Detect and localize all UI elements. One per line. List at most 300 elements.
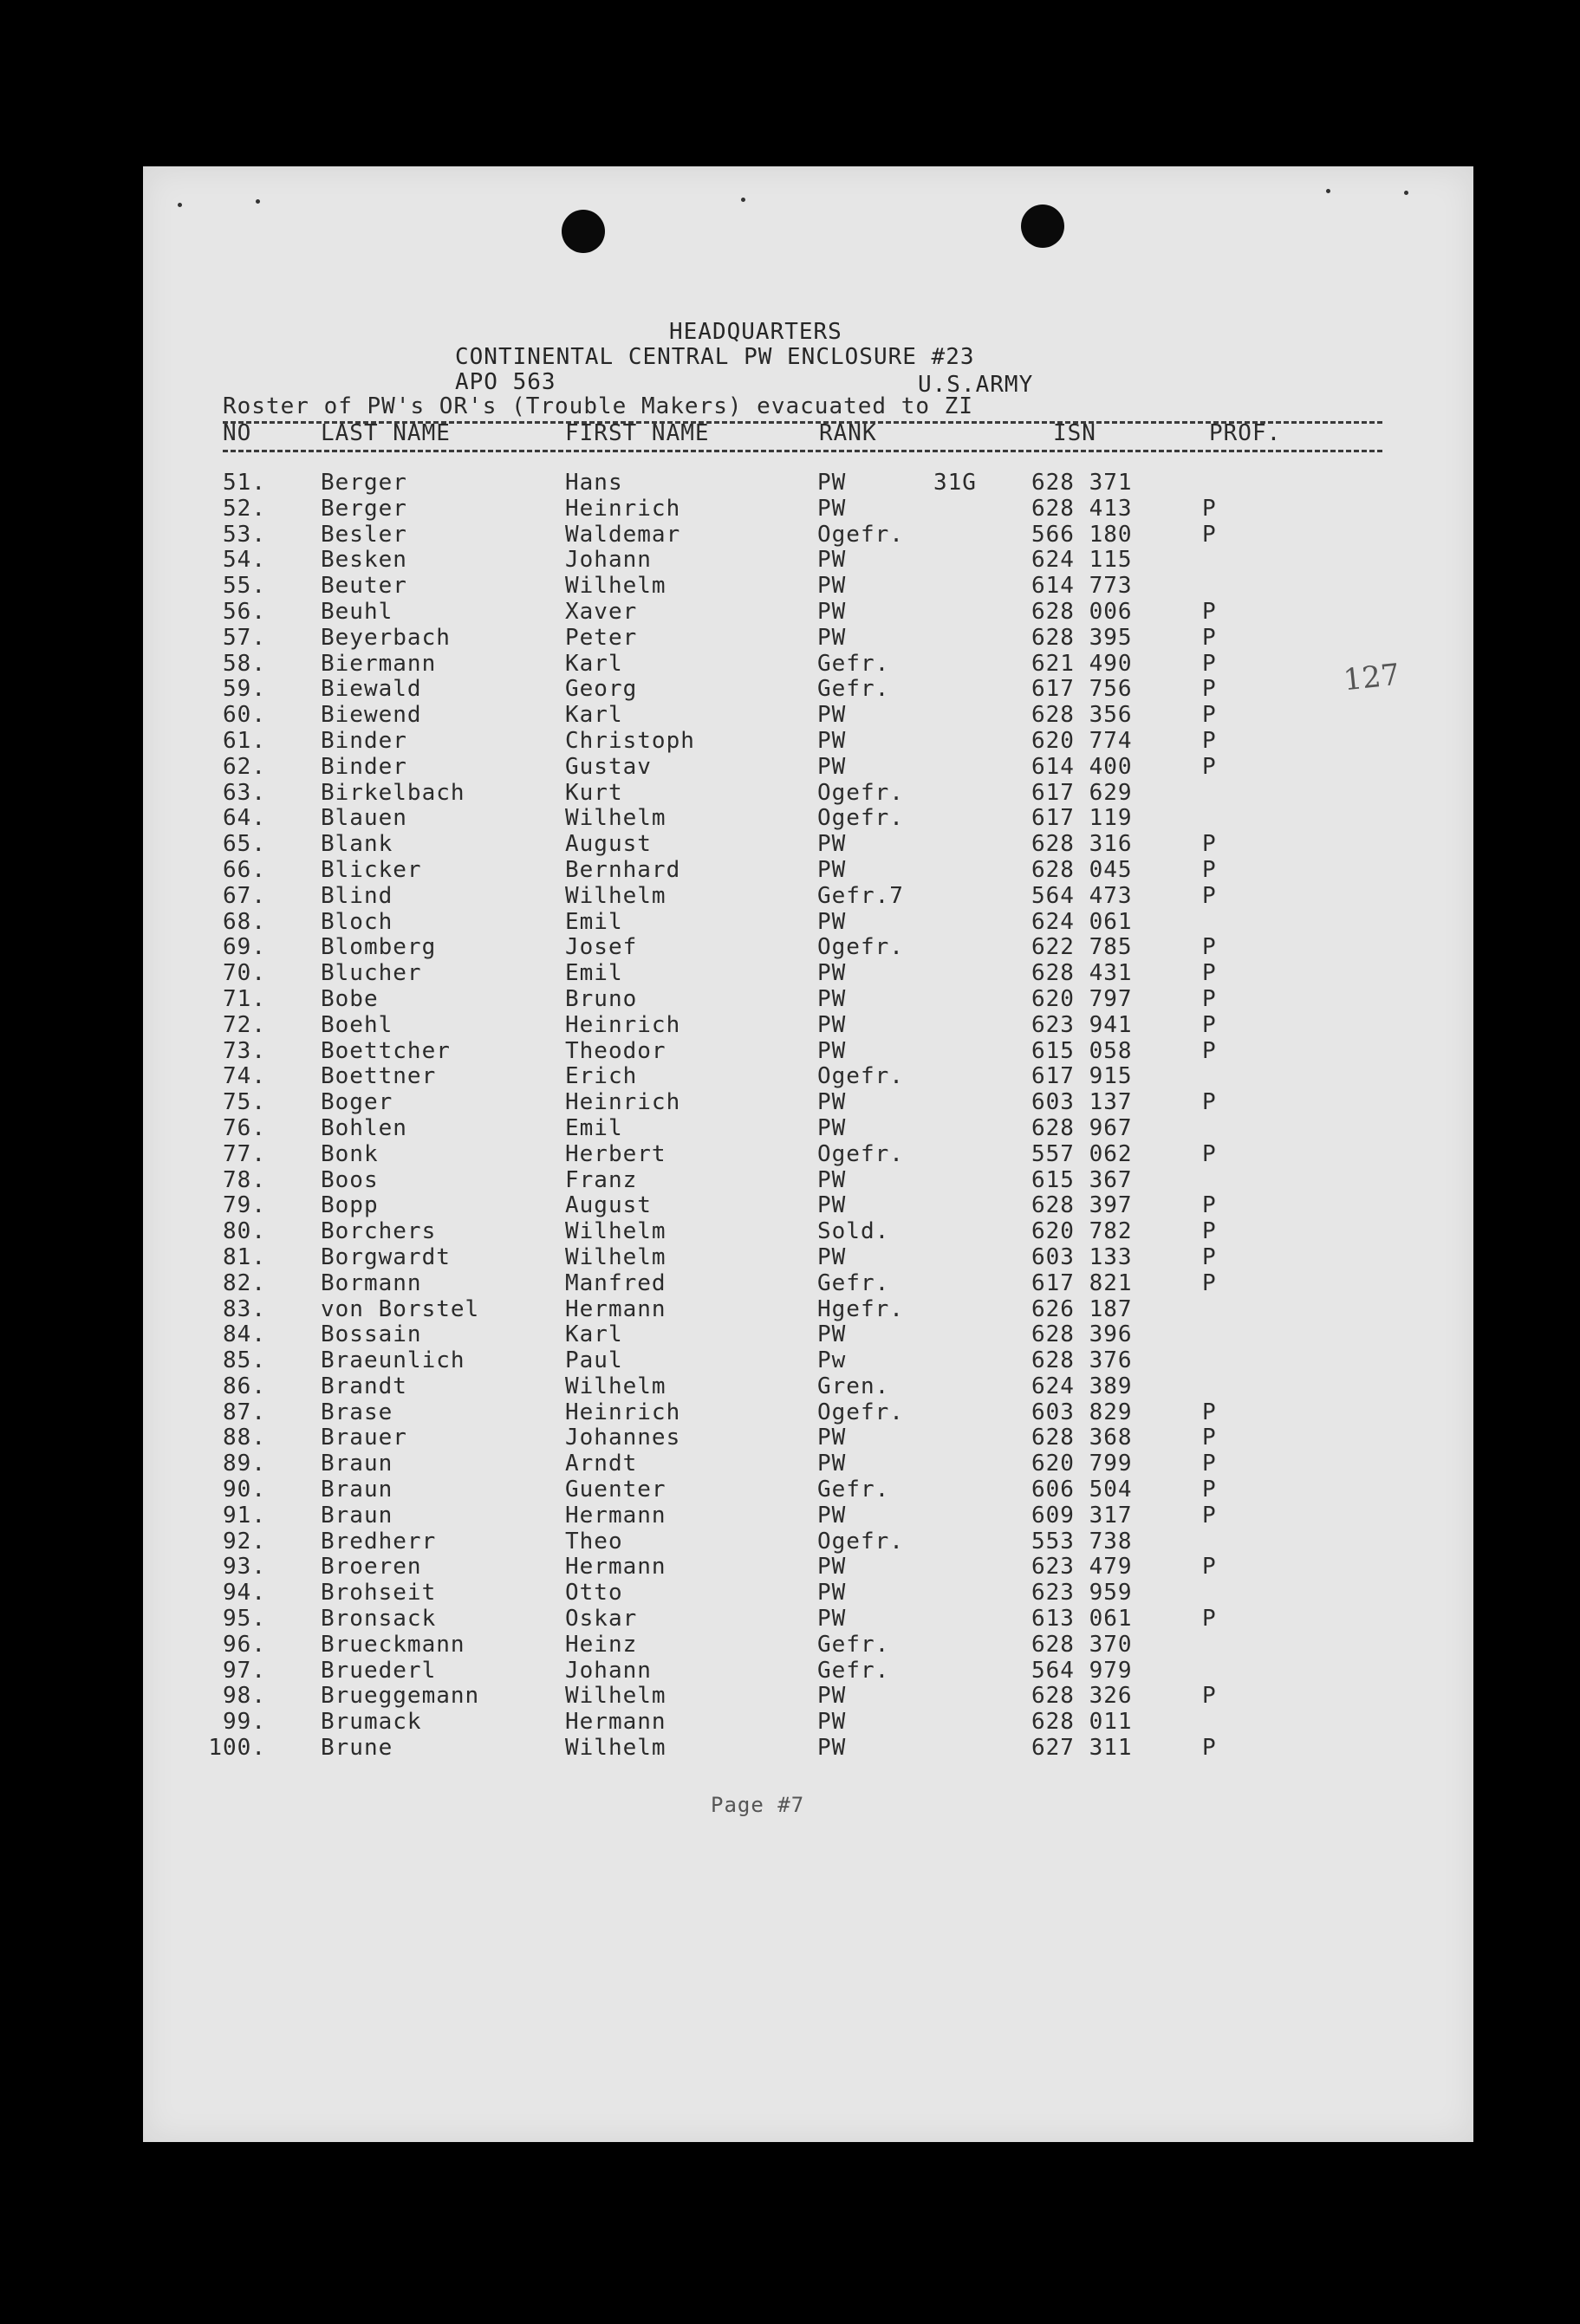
row-number: 82. <box>223 1269 266 1296</box>
isn: 624 115 <box>1031 547 1133 574</box>
isn: 615 058 <box>1031 1037 1133 1064</box>
first-name: Emil <box>565 908 623 935</box>
table-row <box>143 1089 1473 1115</box>
last-name: Bossain <box>321 1321 422 1348</box>
row-number: 54. <box>223 547 266 574</box>
last-name: Besken <box>321 547 407 574</box>
last-name: Broeren <box>321 1554 422 1581</box>
table-row <box>143 1451 1473 1477</box>
table-row <box>143 1038 1473 1064</box>
prof: P <box>1202 1425 1217 1451</box>
first-name: Wilhelm <box>565 1243 666 1270</box>
row-number: 63. <box>223 779 266 806</box>
rank: PW <box>817 1192 847 1219</box>
last-name: Blind <box>321 882 393 909</box>
rank: PW <box>817 1089 847 1116</box>
speck <box>741 198 745 202</box>
rank: PW <box>817 1580 847 1607</box>
rank: PW <box>817 1243 847 1270</box>
rank: PW <box>817 753 847 780</box>
isn: 628 413 <box>1031 495 1133 522</box>
first-name: Wilhelm <box>565 1218 666 1245</box>
last-name: Bobe <box>321 985 379 1012</box>
first-name: Karl <box>565 702 623 729</box>
prof: P <box>1202 1192 1217 1219</box>
isn: 628 371 <box>1031 470 1133 496</box>
row-number: 90. <box>223 1477 266 1503</box>
rank: PW <box>817 1425 847 1451</box>
first-name: Heinrich <box>565 1089 681 1116</box>
header-enclosure: CONTINENTAL CENTRAL PW ENCLOSURE #23 <box>455 344 975 370</box>
rank: Gefr. <box>817 1657 890 1684</box>
first-name: Erich <box>565 1063 638 1090</box>
table-row <box>143 1244 1473 1270</box>
first-name: Gustav <box>565 753 652 780</box>
first-name: Wilhelm <box>565 882 666 909</box>
table-row <box>143 986 1473 1012</box>
row-number: 53. <box>223 521 266 548</box>
row-number: 76. <box>223 1114 266 1141</box>
table-row <box>143 1218 1473 1244</box>
table-row <box>143 883 1473 909</box>
rank: PW <box>817 960 847 987</box>
prof: P <box>1202 1502 1217 1529</box>
isn: 620 782 <box>1031 1218 1133 1245</box>
table-row <box>143 1270 1473 1296</box>
col-isn: ISN <box>1053 420 1096 446</box>
rank: Ogefr. <box>817 1528 904 1555</box>
isn: 623 479 <box>1031 1554 1133 1581</box>
first-name: Hans <box>565 470 623 496</box>
prof: P <box>1202 1243 1217 1270</box>
prof: P <box>1202 624 1217 651</box>
isn: 614 400 <box>1031 753 1133 780</box>
table-row <box>143 1477 1473 1503</box>
prof: P <box>1202 650 1217 677</box>
first-name: Josef <box>565 934 638 961</box>
isn: 627 311 <box>1031 1735 1133 1762</box>
isn: 624 389 <box>1031 1373 1133 1399</box>
table-row <box>143 1580 1473 1606</box>
isn: 614 773 <box>1031 573 1133 600</box>
header-headquarters: HEADQUARTERS <box>669 319 842 345</box>
roster-title-text: Roster of PW's OR's (Trouble Makers) evacuated to ZI <box>223 393 973 419</box>
rank: PW <box>817 1037 847 1064</box>
rank: PW <box>817 624 847 651</box>
prof: P <box>1202 960 1217 987</box>
col-first-name: FIRST NAME <box>565 420 710 446</box>
row-number: 92. <box>223 1528 266 1555</box>
isn: 626 187 <box>1031 1295 1133 1322</box>
last-name: Bredherr <box>321 1528 437 1555</box>
last-name: Binder <box>321 753 407 780</box>
table-row <box>143 1425 1473 1451</box>
first-name: Manfred <box>565 1269 666 1296</box>
prof: P <box>1202 1606 1217 1633</box>
first-name: Heinrich <box>565 1011 681 1038</box>
row-number: 100. <box>208 1735 266 1762</box>
prof: P <box>1202 753 1217 780</box>
table-row <box>143 651 1473 677</box>
rank: Gefr. <box>817 1631 890 1658</box>
col-rank: RANK <box>819 420 877 446</box>
table-row <box>143 573 1473 599</box>
isn: 617 629 <box>1031 779 1133 806</box>
rank: PW <box>817 1606 847 1633</box>
last-name: Boettcher <box>321 1037 451 1064</box>
header-army: U.S.ARMY <box>918 372 1034 398</box>
punch-hole-right <box>1021 204 1064 248</box>
last-name: Boettner <box>321 1063 437 1090</box>
row-number: 84. <box>223 1321 266 1348</box>
table-row <box>143 857 1473 883</box>
roster-table <box>143 470 1473 1761</box>
prof: P <box>1202 1477 1217 1503</box>
prof: P <box>1202 521 1217 548</box>
rank: PW <box>817 1709 847 1736</box>
last-name: Blucher <box>321 960 422 987</box>
prof: P <box>1202 1218 1217 1245</box>
rank: PW <box>817 1451 847 1477</box>
row-number: 65. <box>223 831 266 858</box>
table-row <box>143 780 1473 806</box>
row-number: 69. <box>223 934 266 961</box>
first-name: Wilhelm <box>565 1373 666 1399</box>
table-row <box>143 1373 1473 1399</box>
first-name: Herbert <box>565 1140 666 1167</box>
table-row <box>143 1399 1473 1425</box>
table-row <box>143 909 1473 935</box>
last-name: Biewend <box>321 702 422 729</box>
rank: PW <box>817 1683 847 1710</box>
table-row <box>143 1632 1473 1658</box>
prof: P <box>1202 1037 1217 1064</box>
punch-hole-left <box>562 210 605 253</box>
first-name: Wilhelm <box>565 1683 666 1710</box>
rank: PW <box>817 1502 847 1529</box>
table-row <box>143 805 1473 831</box>
rank: PW <box>817 908 847 935</box>
isn: 564 473 <box>1031 882 1133 909</box>
last-name: Brase <box>321 1399 393 1425</box>
speck <box>1326 189 1330 193</box>
isn: 615 367 <box>1031 1166 1133 1193</box>
row-number: 86. <box>223 1373 266 1399</box>
row-number: 60. <box>223 702 266 729</box>
table-row <box>143 625 1473 651</box>
prof: P <box>1202 1089 1217 1116</box>
rank: PW <box>817 1166 847 1193</box>
rank: PW <box>817 1321 847 1348</box>
column-header-row <box>223 420 1382 452</box>
isn: 623 941 <box>1031 1011 1133 1038</box>
last-name: Bruederl <box>321 1657 437 1684</box>
table-row <box>143 702 1473 728</box>
isn: 628 326 <box>1031 1683 1133 1710</box>
rank: Ogefr. <box>817 805 904 832</box>
last-name: Braun <box>321 1477 393 1503</box>
first-name: Hermann <box>565 1295 666 1322</box>
speck <box>256 199 260 204</box>
last-name: Berger <box>321 495 407 522</box>
table-row <box>143 1167 1473 1193</box>
rank: PW <box>817 598 847 625</box>
first-name: Emil <box>565 960 623 987</box>
table-row <box>143 547 1473 573</box>
last-name: Braun <box>321 1502 393 1529</box>
table-row <box>143 728 1473 754</box>
isn: 624 061 <box>1031 908 1133 935</box>
row-number: 95. <box>223 1606 266 1633</box>
rank: PW <box>817 985 847 1012</box>
first-name: Heinrich <box>565 1399 681 1425</box>
last-name: Bormann <box>321 1269 422 1296</box>
isn: 623 959 <box>1031 1580 1133 1607</box>
table-row <box>143 1347 1473 1373</box>
first-name: Oskar <box>565 1606 638 1633</box>
rank: PW <box>817 1114 847 1141</box>
row-number: 61. <box>223 727 266 754</box>
table-row <box>143 1296 1473 1322</box>
table-row <box>143 496 1473 522</box>
last-name: Besler <box>321 521 407 548</box>
row-number: 73. <box>223 1037 266 1064</box>
last-name: Berger <box>321 470 407 496</box>
first-name: Bernhard <box>565 856 681 883</box>
table-row <box>143 754 1473 780</box>
rank: PW <box>817 470 847 496</box>
table-row <box>143 470 1473 496</box>
isn: 620 797 <box>1031 985 1133 1012</box>
last-name: Brumack <box>321 1709 422 1736</box>
table-row <box>143 1063 1473 1089</box>
rank: PW <box>817 1011 847 1038</box>
rank: Gefr. <box>817 1269 890 1296</box>
last-name: Beyerbach <box>321 624 451 651</box>
isn: 606 504 <box>1031 1477 1133 1503</box>
rank: Ogefr. <box>817 521 904 548</box>
row-number: 59. <box>223 676 266 703</box>
last-name: Boos <box>321 1166 379 1193</box>
last-name: Brauer <box>321 1425 407 1451</box>
first-name: Theodor <box>565 1037 666 1064</box>
last-name: Bonk <box>321 1140 379 1167</box>
last-name: Boehl <box>321 1011 393 1038</box>
table-row <box>143 1529 1473 1555</box>
isn: 628 368 <box>1031 1425 1133 1451</box>
row-number: 94. <box>223 1580 266 1607</box>
table-row <box>143 831 1473 857</box>
speck <box>1404 191 1408 195</box>
col-no: NO <box>223 420 252 446</box>
last-name: Blicker <box>321 856 422 883</box>
isn: 628 370 <box>1031 1631 1133 1658</box>
last-name: Bohlen <box>321 1114 407 1141</box>
prof: P <box>1202 1554 1217 1581</box>
last-name: Birkelbach <box>321 779 465 806</box>
row-number: 62. <box>223 753 266 780</box>
first-name: Emil <box>565 1114 623 1141</box>
row-number: 98. <box>223 1683 266 1710</box>
row-number: 78. <box>223 1166 266 1193</box>
first-name: Wilhelm <box>565 805 666 832</box>
row-number: 88. <box>223 1425 266 1451</box>
table-row <box>143 1321 1473 1347</box>
row-number: 97. <box>223 1657 266 1684</box>
col-prof: PROF. <box>1209 420 1282 446</box>
last-name: Bronsack <box>321 1606 437 1633</box>
last-name: Bloch <box>321 908 393 935</box>
prof: P <box>1202 1451 1217 1477</box>
row-number: 81. <box>223 1243 266 1270</box>
row-number: 68. <box>223 908 266 935</box>
rank: Gefr. <box>817 650 890 677</box>
last-name: von Borstel <box>321 1295 480 1322</box>
last-name: Boger <box>321 1089 393 1116</box>
rank: PW <box>817 856 847 883</box>
table-row <box>143 1115 1473 1141</box>
first-name: Kurt <box>565 779 623 806</box>
rank: PW <box>817 495 847 522</box>
last-name: Brohseit <box>321 1580 437 1607</box>
prof: P <box>1202 1683 1217 1710</box>
rank: PW <box>817 573 847 600</box>
rank: PW <box>817 727 847 754</box>
first-name: Wilhelm <box>565 573 666 600</box>
rank: PW <box>817 1735 847 1762</box>
row-number: 74. <box>223 1063 266 1090</box>
prof: P <box>1202 1269 1217 1296</box>
last-name: Braeunlich <box>321 1347 465 1374</box>
first-name: Christoph <box>565 727 695 754</box>
row-number: 77. <box>223 1140 266 1167</box>
isn: 603 137 <box>1031 1089 1133 1116</box>
isn: 557 062 <box>1031 1140 1133 1167</box>
last-name: Blomberg <box>321 934 437 961</box>
table-row <box>143 1709 1473 1735</box>
rank: Gefr. <box>817 676 890 703</box>
isn: 622 785 <box>1031 934 1133 961</box>
isn: 564 979 <box>1031 1657 1133 1684</box>
isn: 620 799 <box>1031 1451 1133 1477</box>
isn: 628 967 <box>1031 1114 1133 1141</box>
first-name: Waldemar <box>565 521 681 548</box>
rank: Gefr. <box>817 1477 890 1503</box>
first-name: Arndt <box>565 1451 638 1477</box>
last-name: Borgwardt <box>321 1243 451 1270</box>
last-name: Bopp <box>321 1192 379 1219</box>
row-number: 55. <box>223 573 266 600</box>
isn: 628 316 <box>1031 831 1133 858</box>
first-name: Karl <box>565 650 623 677</box>
first-name: August <box>565 1192 652 1219</box>
table-row <box>143 1683 1473 1709</box>
row-number: 85. <box>223 1347 266 1374</box>
row-number: 66. <box>223 856 266 883</box>
isn: 628 395 <box>1031 624 1133 651</box>
isn: 553 738 <box>1031 1528 1133 1555</box>
table-row <box>143 522 1473 548</box>
table-row <box>143 1503 1473 1529</box>
row-number: 89. <box>223 1451 266 1477</box>
last-name: Biermann <box>321 650 437 677</box>
rank: PW <box>817 702 847 729</box>
table-row <box>143 1606 1473 1632</box>
first-name: Franz <box>565 1166 638 1193</box>
row-number: 79. <box>223 1192 266 1219</box>
prof: P <box>1202 1735 1217 1762</box>
prof: P <box>1202 1140 1217 1167</box>
first-name: Theo <box>565 1528 623 1555</box>
last-name: Borchers <box>321 1218 437 1245</box>
prof: P <box>1202 882 1217 909</box>
first-name: Georg <box>565 676 638 703</box>
isn: 628 045 <box>1031 856 1133 883</box>
isn: 620 774 <box>1031 727 1133 754</box>
table-row <box>143 676 1473 702</box>
table-row <box>143 1554 1473 1580</box>
row-number: 96. <box>223 1631 266 1658</box>
prof: P <box>1202 495 1217 522</box>
first-name: Hermann <box>565 1554 666 1581</box>
isn: 628 356 <box>1031 702 1133 729</box>
row-number: 72. <box>223 1011 266 1038</box>
isn: 613 061 <box>1031 1606 1133 1633</box>
table-row <box>143 599 1473 625</box>
row-number: 71. <box>223 985 266 1012</box>
row-number: 93. <box>223 1554 266 1581</box>
roster-title <box>223 393 1382 424</box>
prof: P <box>1202 727 1217 754</box>
table-row <box>143 1658 1473 1684</box>
row-number: 67. <box>223 882 266 909</box>
prof: P <box>1202 985 1217 1012</box>
prof: P <box>1202 856 1217 883</box>
isn: 566 180 <box>1031 521 1133 548</box>
last-name: Blank <box>321 831 393 858</box>
isn: 603 133 <box>1031 1243 1133 1270</box>
document-page <box>143 166 1473 2142</box>
first-name: Bruno <box>565 985 638 1012</box>
last-name: Blauen <box>321 805 407 832</box>
rank: Sold. <box>817 1218 890 1245</box>
last-name: Brueggemann <box>321 1683 480 1710</box>
row-number: 56. <box>223 598 266 625</box>
rank: PW <box>817 1554 847 1581</box>
first-name: Karl <box>565 1321 623 1348</box>
table-row <box>143 934 1473 960</box>
rank: Hgefr. <box>817 1295 904 1322</box>
row-number: 80. <box>223 1218 266 1245</box>
prof: P <box>1202 934 1217 961</box>
row-number: 83. <box>223 1295 266 1322</box>
note: 31G <box>933 470 977 496</box>
first-name: Xaver <box>565 598 638 625</box>
first-name: Guenter <box>565 1477 666 1503</box>
prof: P <box>1202 676 1217 703</box>
table-row <box>143 960 1473 986</box>
first-name: Paul <box>565 1347 623 1374</box>
col-last-name: LAST NAME <box>321 420 451 446</box>
row-number: 64. <box>223 805 266 832</box>
last-name: Brueckmann <box>321 1631 465 1658</box>
prof: P <box>1202 598 1217 625</box>
isn: 609 317 <box>1031 1502 1133 1529</box>
page-footer: Page #7 <box>711 1793 805 1817</box>
first-name: August <box>565 831 652 858</box>
row-number: 51. <box>223 470 266 496</box>
rank: PW <box>817 831 847 858</box>
